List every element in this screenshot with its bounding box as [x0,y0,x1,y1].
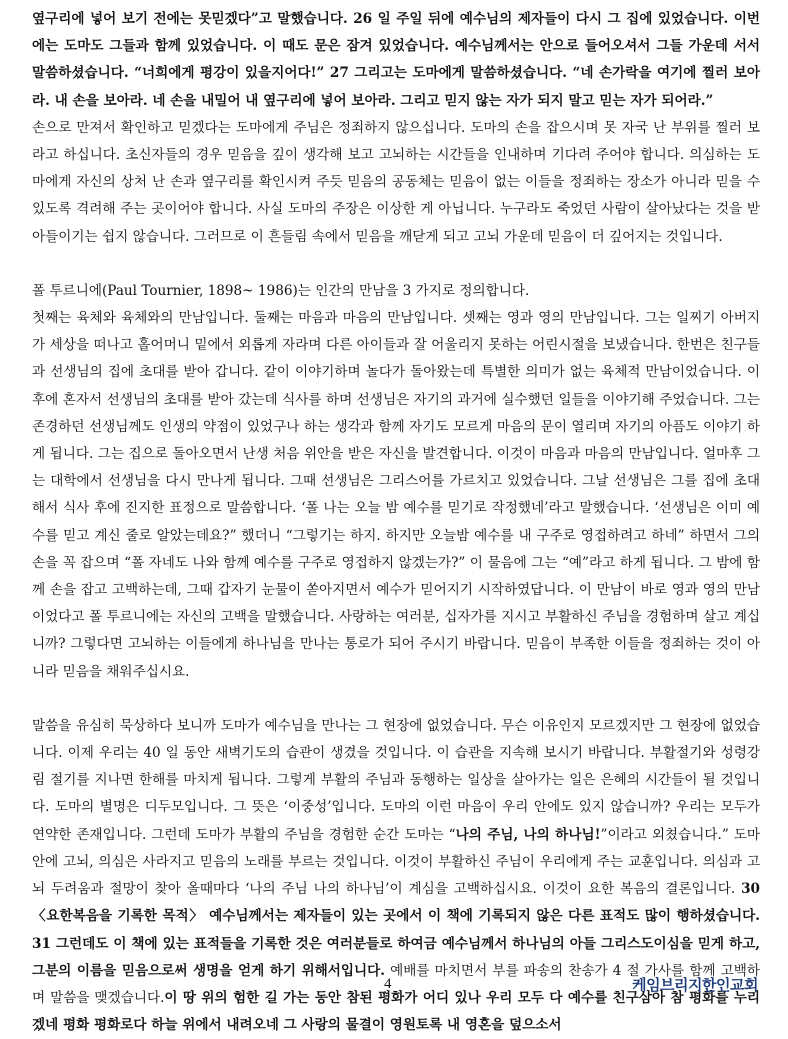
page-number: 4 [384,976,392,992]
tournier-intro: 폴 투르니에(Paul Tournier, 1898~ 1986)는 인간의 만남을 3 가지로 정의합니다. [32,282,530,299]
paragraph-gap [32,686,760,713]
reflection-paragraph: 손으로 만져서 확인하고 믿겠다는 도마에게 주님은 정죄하지 않으십니다. 도마의 손을 잡으시며 못 자국 난 부위를 찔러 보라고 하십니다. 초신자들의 경우 믿음을 깊이 생각해 보고 고뇌하는 시간들을 인내하며 기다려 주어야 합니다. 의심하는 도마에게 자신의 상처 난 손과 옆구리를 확인시켜 주듯 믿음의 공동체는 믿음이 없는 이들을 정죄하는 장소가 아니라 믿을 수 있도록 격려해 주는 곳이어야 합니다. 사실 도마의 주장은 이상한 게 아닙니다. 누구라도 죽었던 사람이 살아났다는 것을 받아들이기는 쉽지 않습니다. 그러므로 이 흔들림 속에서 믿음을 깨닫게 되고 고뇌 가운데 믿음이 더 깊어지는 것입니다. [32,119,760,245]
conclusion-text-c: 예배를 마치면서 부를 파송의 찬송가 4 절 가사를 함께 고백하며 말씀을 맺겠습니다. [32,962,760,1006]
hymn-lyrics: 이 땅 위의 험한 길 가는 동안 참된 평화가 어디 있나 우리 모두 다 예수를 친구삼아 참 평화를 누리겠네 평화 평화로다 하늘 위에서 내려오네 그 사랑의 물결이 영원토록 내 영혼을 덮으소서 [32,989,760,1034]
john-purpose-scripture: 30 〈요한복음을 기록한 목적〉 예수님께서는 제자들이 있는 곳에서 이 책에 기록되지 않은 다른 표적도 많이 행하셨습니다. 31 그런데도 이 책에 있는 표적들을 기록한 것은 여러분들로 하여금 예수님께서 하나님의 아들 그리스도이심을 믿게 하고, 그분의 이름을 믿음으로써 생명을 얻게 하기 위해서입니다. [32,881,760,979]
conclusion-text-a: 말씀을 유심히 묵상하다 보니까 도마가 예수님을 만나는 그 현장에 없었습니다. 무슨 이유인지 모르겠지만 그 현장에 없었습니다. 이제 우리는 40 일 동안 새벽기도의 습관이 생겼을 것입니다. 이 습관을 지속해 보시기 바랍니다. 부활절기와 성령강림 절기를 지나면 한해를 마치게 됩니다. 그렇게 부활의 주님과 동행하는 일상을 살아가는 일은 은혜의 시간들이 될 것입니다. 도마의 별명은 디두모입니다. 그 뜻은 ‘이중성’입니다. 도마의 이런 마음이 우리 안에도 있지 않습니까? 우리는 모두가 연약한 존재입니다. 그런데 도마가 부활의 주님을 경험한 순간 도마는 “ [32,717,760,843]
conclusion-text-b: ”이라고 외쳤습니다.” 도마 안에 고뇌, 의심은 사라지고 믿음의 노래를 부르는 것입니다. 이것이 부활하신 주님이 우리에게 주는 교훈입니다. 의심과 고뇌 두려움과 절망이 찾아 올때마다 ‘나의 주님 나의 하나님’이 계심을 고백하십시요. 이것이 요한 복음의 결론입니다. [32,826,760,898]
scripture-intro: 옆구리에 넣어 보기 전에는 못믿겠다”고 말했습니다. 26 일 주일 뒤에 예수님의 제자들이 다시 그 집에 있었습니다. 이번에는 도마도 그들과 함께 있었습니다. 이 때도 문은 잠겨 있었습니다. 예수님께서는 안으로 들어오셔서 그들 가운데 서서 말씀하셨습니다. “너희에게 평강이 있을지어다!” 27 그리고는 도마에게 말씀하셨습니다. “네 손가락을 여기에 찔러 보아라. 내 손을 보아라. 네 손을 내밀어 내 옆구리에 넣어 보아라. 그리고 믿지 않는 자가 되지 말고 믿는 자가 되어라.” [32,11,760,109]
church-name: 케임브리지한인교회 [632,976,758,994]
tournier-story: 첫째는 육체와 육체와의 만남입니다. 둘째는 마음과 마음의 만남입니다. 셋째는 영과 영의 만남입니다. 그는 일찌기 아버지가 세상을 떠나고 홀어머니 밑에서 외롭게 자라며 다른 아이들과 잘 어울리지 못하는 어린시절을 보냈습니다. 한번은 친구들과 선생님의 집에 초대를 받아 갑니다. 같이 이야기하며 놀다가 돌아왔는데 특별한 의미가 없는 육체적 만남이었습니다. 이후에 혼자서 선생님의 초대를 받아 갔는데 식사를 하며 선생님은 자기의 과거에 실수했던 일들을 이야기해 주었습니다. 그는 존경하던 선생님께도 인생의 약점이 있었구나 하는 생각과 함께 자기도 모르게 마음의 문이 열리며 자기의 아픔도 이야기 하게 됩니다. 그는 집으로 돌아오면서 난생 처음 위안을 받은 자신을 발견합니다. 이것이 마음과 마음의 만남입니다. 얼마후 그는 대학에서 선생님을 다시 만나게 됩니다. 그때 선생님은 그리스어를 가르치고 있었습니다. 그날 선생님은 그를 집에 초대해서 식사 후에 진지한 표정으로 말씀합니다. ‘폴 나는 오늘 밤 예수를 믿기로 작정했네’라고 말했습니다. ‘선생님은 이미 예수를 믿고 계신 줄로 알았는데요?” 했더니 “그렇기는 하지. 하지만 오늘밤 예수를 내 구주로 영접하려고 하네” 하면서 그의 손을 꼭 잡으며 “폴 자네도 나와 함께 예수를 구주로 영접하지 않겠는가?” 이 물음에 그는 “예”라고 하게 됩니다. 그 밤에 함께 손을 잡고 고백하는데, 그때 갑자기 눈물이 쏟아지면서 예수가 믿어지기 시작하였답니다. 이 만남이 바로 영과 영의 만남이었다고 폴 투르니에는 자신의 고백을 말했습니다. 사랑하는 여러분, 십자가를 지시고 부활하신 주님을 경험하며 살고 계십니까? 그렇다면 고뇌하는 이들에게 하나님을 만나는 통로가 되어 주시기 바랍니다. 믿음이 부족한 이들을 정죄하는 것이 아니라 믿음을 채워주십시요. [32,310,760,680]
paragraph-gap [32,251,760,278]
thomas-confession: 나의 주님, 나의 하나님! [455,826,601,843]
